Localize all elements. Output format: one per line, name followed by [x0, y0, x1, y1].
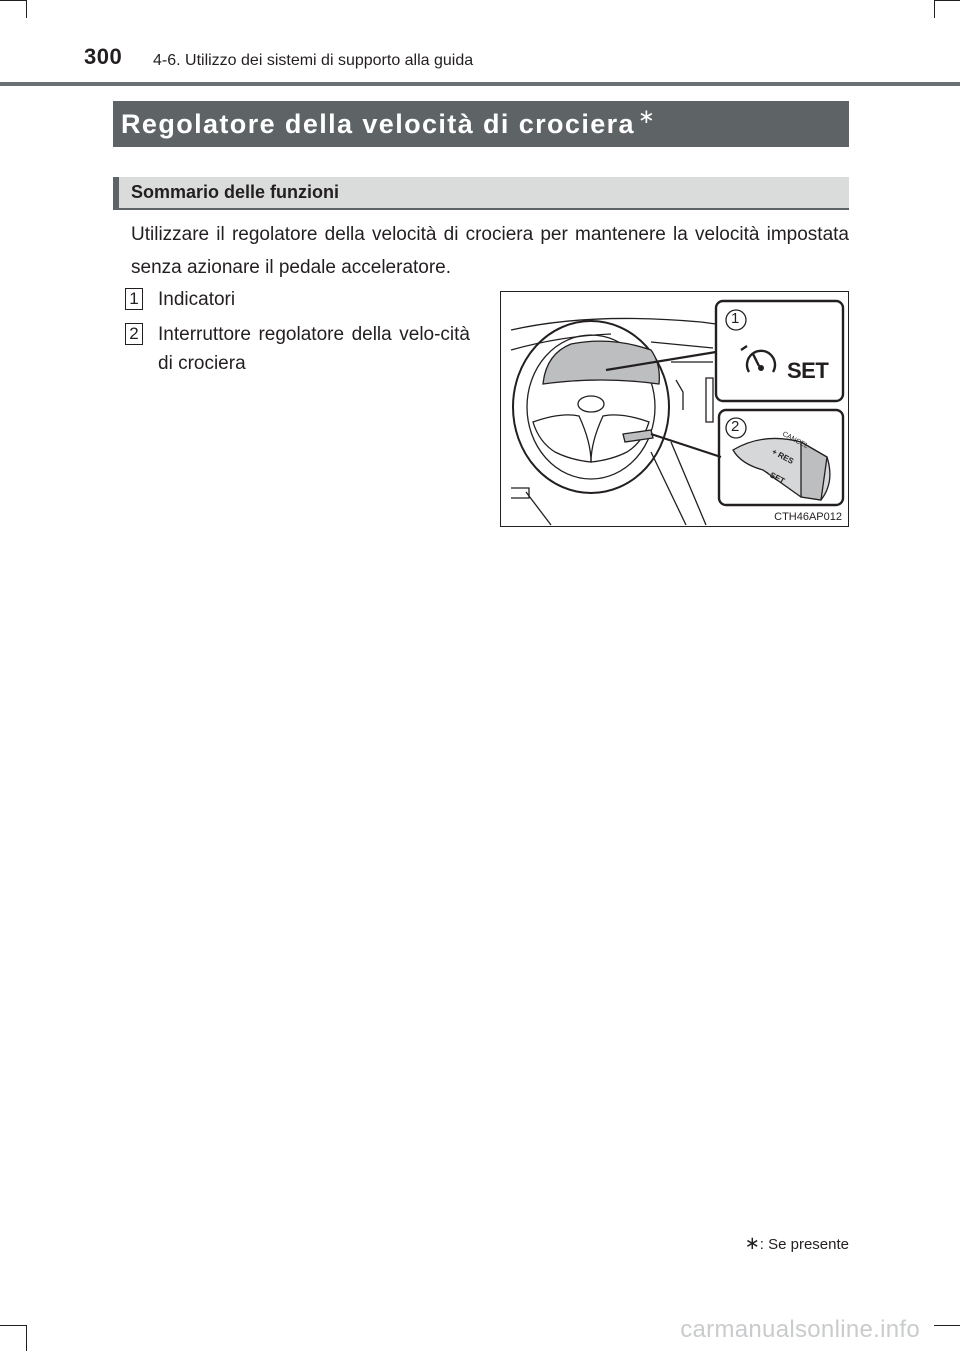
lever-label-cancel: CANCEL	[781, 430, 810, 451]
cruise-control-illustration	[500, 291, 849, 527]
console-outline	[676, 380, 683, 410]
crop-mark	[934, 0, 935, 18]
watermark: carmanualsonline.info	[680, 1316, 920, 1343]
section-title-bar	[113, 101, 849, 147]
steering-wheel-drawing	[501, 292, 848, 526]
steering-hub	[578, 396, 604, 412]
crop-mark	[0, 1325, 26, 1326]
callout-number-2: 2	[731, 418, 740, 435]
crop-mark	[26, 1325, 27, 1351]
asterisk-mark: ∗	[637, 106, 655, 128]
column-line	[651, 452, 686, 525]
callout-number-1: 1	[731, 310, 740, 327]
speedometer-hub	[758, 365, 764, 371]
crop-mark	[934, 1325, 960, 1326]
legend-item	[125, 320, 470, 378]
footnote-text: : Se presente	[759, 1236, 849, 1253]
column-line	[526, 492, 551, 525]
intro-paragraph: Utilizzare il regolatore della velocità di crociera per mantenere la velocità impostata senza azionare il pedale acceleratore.	[131, 224, 849, 278]
header-rule	[0, 82, 960, 86]
speedometer-needle	[753, 354, 759, 366]
lever-label-set: − SET	[762, 467, 787, 486]
asterisk-mark: ∗	[744, 1233, 760, 1253]
dashboard-line	[651, 342, 713, 348]
legend-text: Interruttore regolatore della velo-cità di crociera	[158, 324, 470, 374]
page-number: 300	[84, 44, 123, 69]
crop-mark	[934, 0, 960, 1]
crop-mark	[0, 0, 26, 1]
crop-mark	[26, 0, 27, 18]
subsection-accent	[113, 177, 119, 210]
meter-cluster	[543, 341, 659, 384]
legend-number: 2	[125, 323, 143, 345]
figure-code: CTH46AP012	[774, 511, 842, 523]
subsection-title: Sommario delle funzioni	[131, 182, 340, 202]
steering-spoke	[533, 415, 591, 462]
speedometer-arrow	[741, 346, 747, 350]
lever-label-res: + RES	[770, 447, 796, 466]
footnote	[745, 1233, 849, 1254]
console-outline	[706, 378, 713, 422]
legend-item	[125, 285, 470, 314]
running-head: 4-6. Utilizzo dei sistemi di supporto alla guida	[153, 52, 474, 69]
column-line	[671, 442, 706, 525]
legend-text: Indicatori	[158, 289, 236, 310]
legend-number: 1	[125, 288, 143, 310]
section-title: Regolatore della velocità di crociera	[121, 108, 635, 139]
set-indicator-label: SET	[787, 358, 829, 383]
subsection-title-bar	[113, 177, 849, 210]
